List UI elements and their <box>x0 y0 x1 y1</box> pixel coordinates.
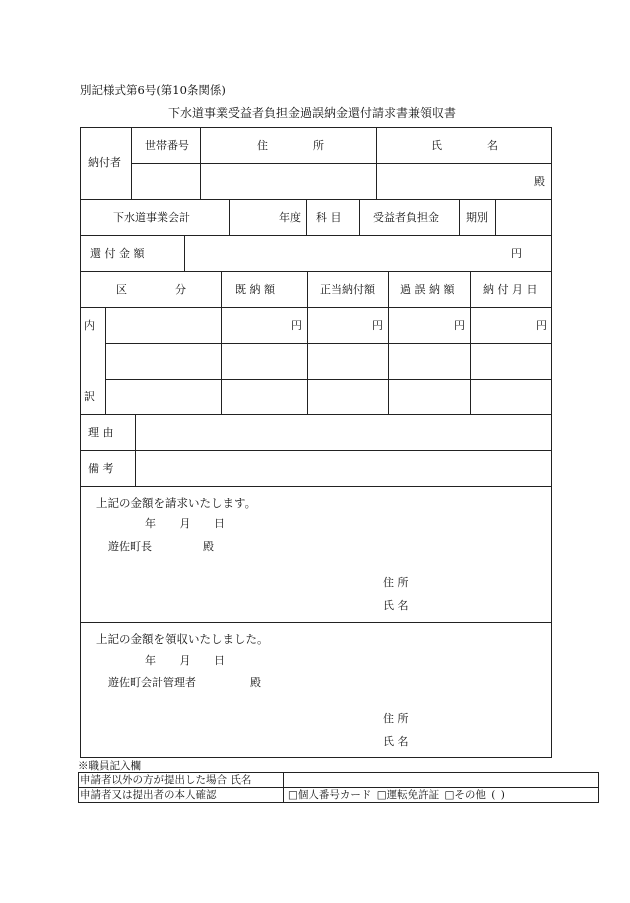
refund-currency: 円 <box>511 247 522 260</box>
staff-submitter-name-field[interactable] <box>284 773 598 787</box>
remarks-field[interactable] <box>136 451 552 486</box>
proper-amount-header: 正当納付額 <box>320 283 375 296</box>
breakdown-category-cell[interactable] <box>106 344 221 379</box>
period-field[interactable] <box>496 200 552 235</box>
breakdown-side-bottom: 訳 <box>84 390 95 403</box>
period-label: 期別 <box>466 211 488 224</box>
receipt-date: 年 月 日 <box>145 654 225 667</box>
paid-yen-unit: 円 <box>291 319 302 332</box>
address-field[interactable] <box>201 164 376 199</box>
receipt-statement: 上記の金額を領収いたしました。 <box>96 632 269 646</box>
breakdown-category-cell[interactable] <box>106 308 221 343</box>
receipt-address-label: 住 所 <box>383 712 409 725</box>
payer-label: 納付者 <box>88 156 121 169</box>
refund-amount-label: 還 付 金 額 <box>90 247 145 260</box>
breakdown-side-top: 内 <box>84 319 95 332</box>
form-number: 別記様式第6号(第10条関係) <box>80 83 226 97</box>
proper-yen-unit: 円 <box>372 319 383 332</box>
paid-amount-header: 既 納 額 <box>235 283 275 296</box>
payer-honorific: 殿 <box>534 175 545 188</box>
address-label-a: 住 <box>257 139 268 152</box>
fiscal-year-field[interactable] <box>230 200 275 235</box>
paydate-yen-unit: 円 <box>536 319 547 332</box>
name-label-a: 氏 <box>431 139 442 152</box>
staff-section-header: ※職員記入欄 <box>78 760 141 772</box>
request-statement: 上記の金額を請求いたします。 <box>96 496 257 510</box>
request-name-label: 氏 名 <box>383 599 409 612</box>
address-label-b: 所 <box>313 139 324 152</box>
receipt-honorific: 殿 <box>250 676 261 689</box>
staff-id-options[interactable]: □個人番号カード □運転免許証 □その他 ( ) <box>288 789 505 801</box>
subject-label: 科 目 <box>316 211 342 224</box>
staff-row2-label: 申請者又は提出者の本人確認 <box>80 789 217 801</box>
reason-field[interactable] <box>136 415 552 450</box>
remarks-label: 備 考 <box>88 462 114 475</box>
refund-amount-field[interactable] <box>185 236 505 271</box>
request-date: 年 月 日 <box>145 517 225 530</box>
request-honorific: 殿 <box>203 540 214 553</box>
reason-label: 理 由 <box>88 426 114 439</box>
household-number-label: 世帯番号 <box>145 139 189 152</box>
fiscal-year-label: 年度 <box>279 211 301 224</box>
charge-type-label: 受益者負担金 <box>373 211 439 224</box>
category-label-b: 分 <box>175 283 186 296</box>
name-field[interactable] <box>377 164 527 199</box>
request-address-label: 住 所 <box>383 576 409 589</box>
receipt-name-label: 氏 名 <box>383 735 409 748</box>
category-label-a: 区 <box>116 283 127 296</box>
request-addressee: 遊佐町長 <box>108 540 152 553</box>
overpaid-amount-header: 過 誤 納 額 <box>400 283 455 296</box>
overpaid-yen-unit: 円 <box>454 319 465 332</box>
staff-row1-label: 申請者以外の方が提出した場合 氏名 <box>80 774 252 786</box>
accounting-label: 下水道事業会計 <box>113 211 190 224</box>
household-number-field[interactable] <box>131 164 200 199</box>
receipt-addressee: 遊佐町会計管理者 <box>108 676 196 689</box>
form-title: 下水道事業受益者負担金過誤納金還付請求書兼領収書 <box>168 106 457 120</box>
name-label-b: 名 <box>487 139 498 152</box>
breakdown-category-cell[interactable] <box>106 380 221 414</box>
payment-date-header: 納 付 月 日 <box>483 283 538 296</box>
